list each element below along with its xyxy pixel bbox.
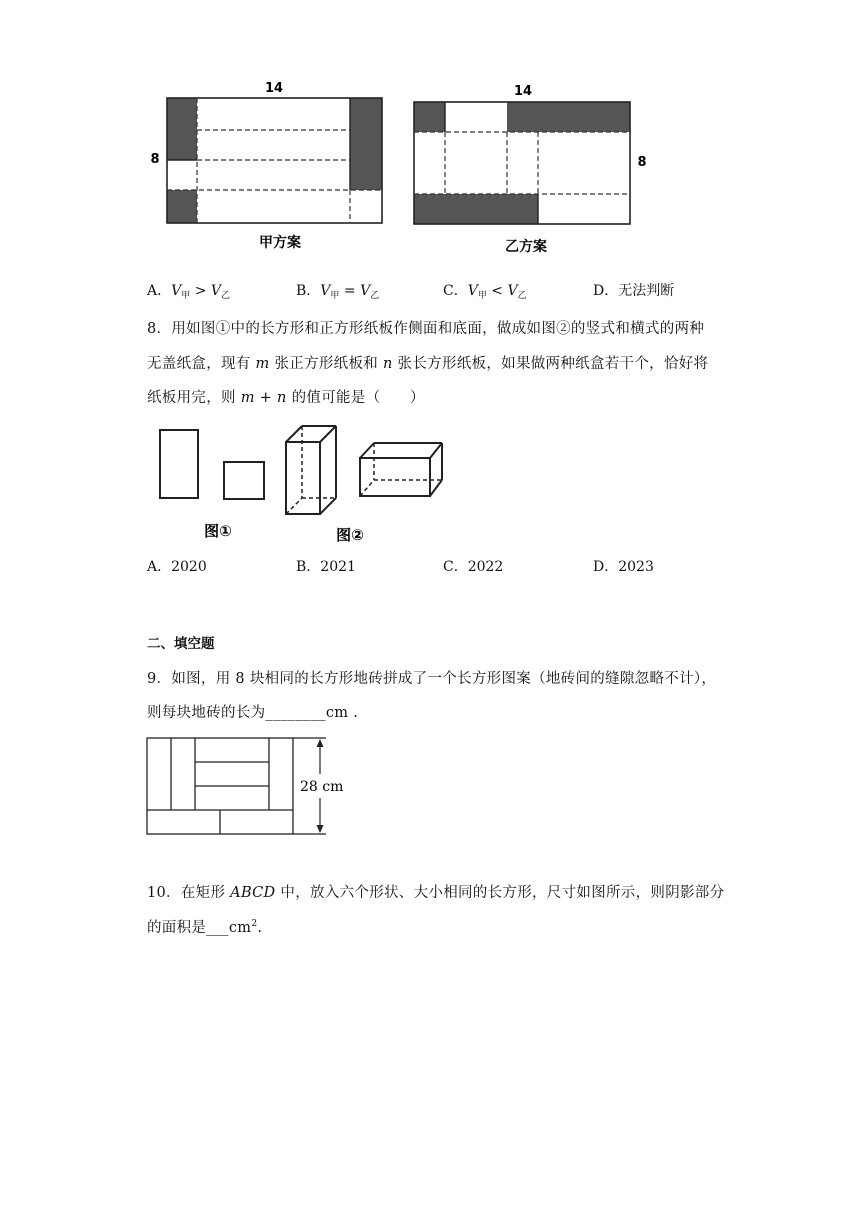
q7-b-op: = [339,283,361,299]
q7-a-var2: V [210,283,222,299]
q8-var-m: m [255,356,270,372]
q10-end: . [257,919,263,936]
q8-fig1-caption: 图① [204,522,232,540]
q7-c-var: V [467,283,478,299]
q8-horizontal-box [360,443,442,496]
section-title-fill-in: 二、填空题 [147,636,215,652]
q10-line1-a: 10．在矩形 [147,885,231,901]
jia-shade-top-right [350,98,382,190]
q7-a-sub2: 乙 [221,291,231,301]
q9-answer-blank: ________ [265,705,326,721]
q10-line1-b: 中，放入六个形状、大小相同的长方形，尺寸如图所示，则阴影部分 [275,885,725,901]
q8-line-2 [147,357,708,372]
q10-unit-sup: 2 [251,919,258,929]
q8-var-n: n [383,356,393,372]
q10-line-2 [147,920,262,935]
q10-abcd: ABCD [230,885,276,901]
q8-fig2-caption: 图② [336,526,364,544]
q10-answer-blank: ___ [206,919,229,936]
q7-a-label: A． [147,283,172,299]
q7-a-op: > [190,283,211,299]
yi-width-label: 14 [513,84,533,99]
q8-vertical-box [286,426,336,514]
q7-c-label: C． [443,283,468,299]
q8-option-b: B．2021 [296,559,356,575]
q7-d-label: D． [593,283,619,299]
q8-line2-a: 无盖纸盒，现有 [147,356,256,372]
q10-line2-a: 的面积是 [147,919,207,936]
q7-b-sub1: 甲 [330,291,340,301]
jia-shade-bottom-left [167,190,197,223]
q8-line2-b: 张正方形纸板和 [269,356,383,372]
q7-b-label: B． [296,283,321,299]
q8-line3-a: 纸板用完，则 [147,390,241,406]
q7-option-c [443,284,527,301]
jia-caption: 甲方案 [259,235,301,251]
q7-option-b [296,284,379,301]
figure-jia-plan [140,75,400,260]
q10-line-1 [147,886,724,901]
q7-c-var2: V [507,283,518,299]
yi-shade-bottom-left [414,194,538,224]
q7-option-d [593,284,674,298]
jia-width-label: 14 [264,81,284,96]
q7-option-a [147,284,230,301]
yi-height-label: 8 [637,155,647,170]
q8-expr: m + n [240,390,287,406]
jia-shade-top-left [167,98,197,160]
q7-b-var: V [320,283,331,299]
q8-option-d: D．2023 [593,559,654,575]
q7-c-sub1: 甲 [477,291,487,301]
q8-figures [150,420,450,550]
q8-option-a: A．2020 [147,559,207,575]
q9-line-2 [147,706,358,721]
q8-line-1: 8．用如图①中的长方形和正方形纸板作侧面和底面，做成如图②的竖式和横式的两种 [147,321,705,337]
q8-square-board [224,462,264,499]
q8-rectangle-board [160,430,198,498]
q8-line2-c: 张长方形纸板，如果做两种纸盒若干个，恰好将 [392,356,709,372]
q8-line3-b: 的值可能是（ ） [286,390,425,406]
yi-caption: 乙方案 [505,239,547,255]
q7-a-sub1: 甲 [181,291,191,301]
q9-tile-figure [140,730,360,840]
figure-yi-plan [400,75,660,260]
q7-b-var2: V [360,283,371,299]
q9-line-1: 9．如图，用 8 块相同的长方形地砖拼成了一个长方形图案（地砖间的缝隙忽略不计）， [147,671,717,687]
q8-option-c: C．2022 [443,559,504,575]
yi-shade-top-left [414,102,445,132]
q7-c-sub2: 乙 [517,291,527,301]
q9-line2-a: 则每块地砖的长为 [147,705,266,721]
q7-b-sub2: 乙 [370,291,380,301]
q10-unit: cm [228,919,252,936]
q7-d-text: 无法判断 [618,283,675,299]
q9-dimension-label: 28 cm [300,779,344,795]
q8-line-3 [147,391,425,406]
jia-height-label: 8 [150,152,160,167]
q7-c-op: < [486,283,508,299]
q9-line2-b: cm . [325,705,359,721]
yi-shade-top-right [507,102,630,132]
q7-a-var: V [171,283,182,299]
